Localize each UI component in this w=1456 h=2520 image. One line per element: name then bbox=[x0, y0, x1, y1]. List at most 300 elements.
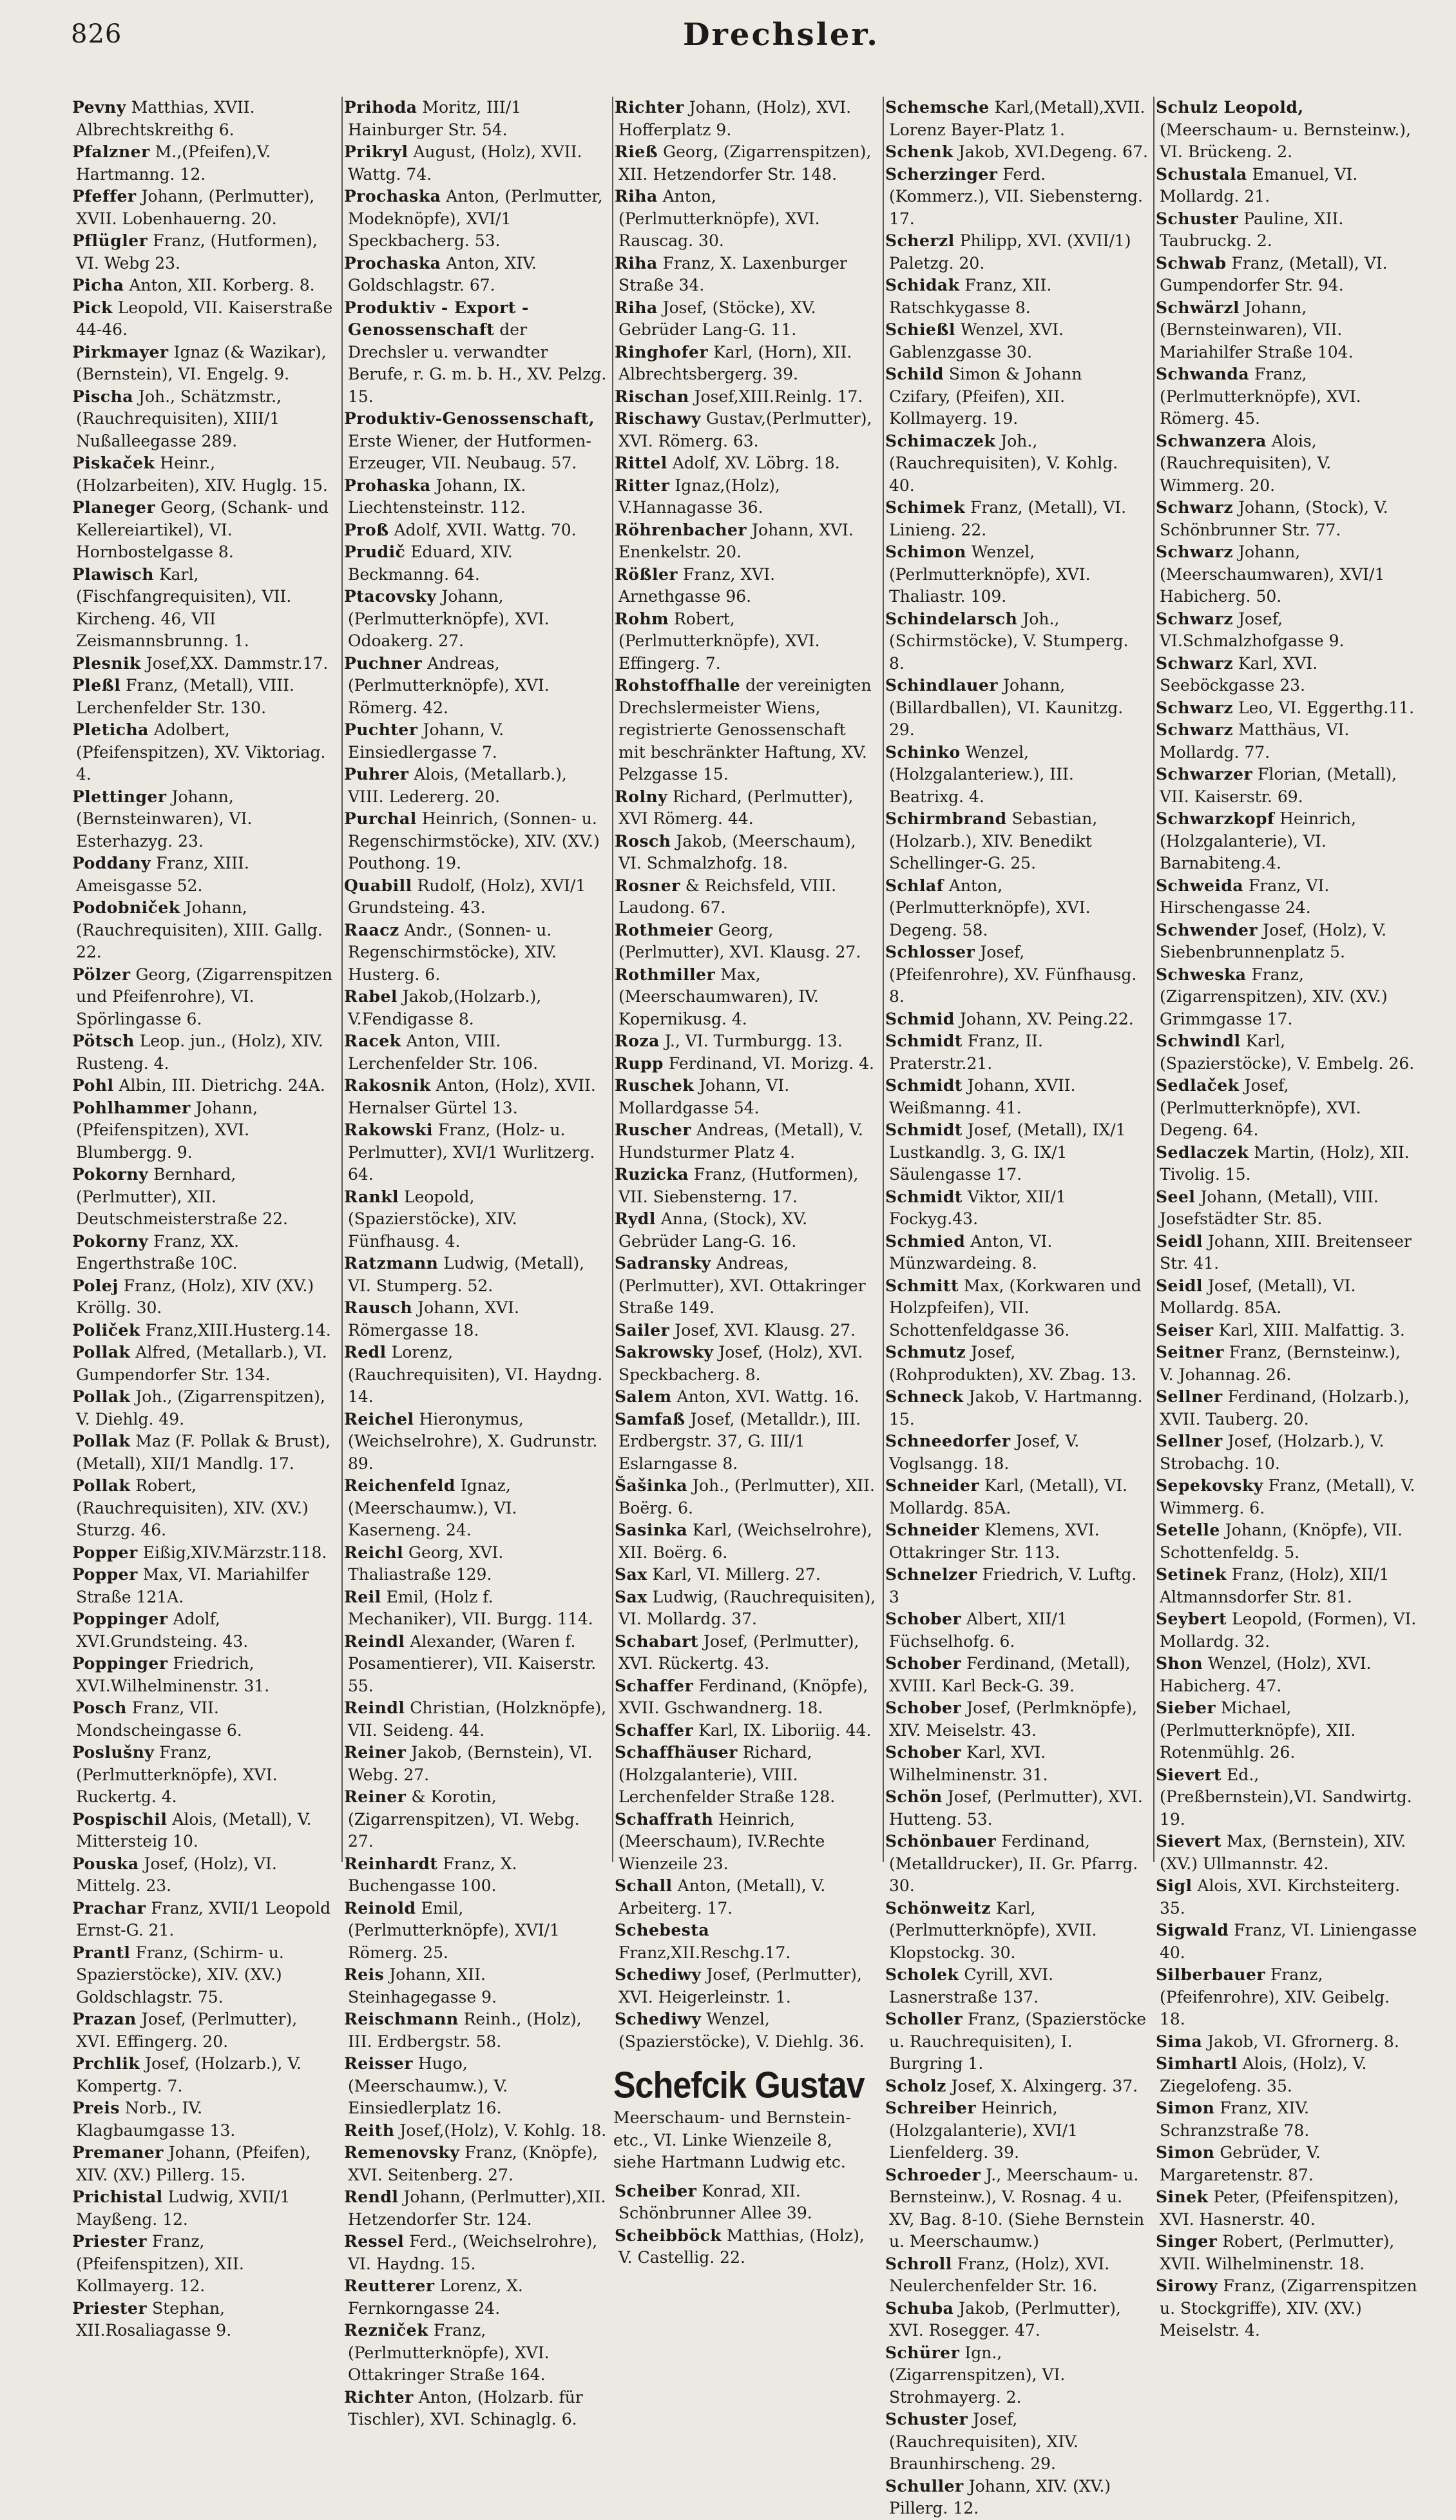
entry-details: Karl, XVI. Wilhelminenstr. 31. bbox=[889, 1743, 1048, 1784]
entry-details: Hieronymus, (Weichselrohre), X. Gudrunstr. 89. bbox=[348, 1409, 598, 1473]
directory-entry bbox=[343, 1342, 607, 1409]
entry-name: Poslušny bbox=[72, 1743, 155, 1762]
directory-entry bbox=[343, 2008, 607, 2053]
directory-entry bbox=[613, 1386, 877, 1409]
entry-name: Rakowski bbox=[344, 1121, 433, 1139]
entry-name: Prazan bbox=[72, 2010, 137, 2028]
entry-name: Schwarzkopf bbox=[1156, 809, 1275, 828]
directory-entry bbox=[71, 1097, 335, 1164]
entry-name: Schimek bbox=[885, 498, 966, 517]
entry-details: Franz, (Knöpfe), XVI. Seitenberg. 27. bbox=[348, 2143, 598, 2184]
directory-entry bbox=[71, 341, 335, 386]
directory-entry bbox=[613, 519, 877, 564]
directory-entry bbox=[613, 1631, 877, 1675]
entry-name: Schmitt bbox=[885, 1276, 959, 1295]
entry-details: Johann, IX. Liechtensteinstr. 112. bbox=[348, 476, 526, 517]
entry-details: Franz,(Perlmutterknöpfe), XVI. Römerg. 45. bbox=[1160, 365, 1361, 428]
directory-entry bbox=[71, 2298, 335, 2342]
directory-entry bbox=[1154, 764, 1419, 808]
entry-details: Josef, (Holz), VI. Mittelg. 23. bbox=[76, 1854, 277, 1895]
entry-details: Franz, X. Buchengasse 100. bbox=[348, 1854, 517, 1895]
entry-details: Heinrich, (Holzgalanterie), VI. Barnabiteng.4. bbox=[1160, 809, 1356, 872]
entry-details: Max, (Korkwaren und Holzpfeifen), VII. Schottenfeldgasse 36. bbox=[889, 1276, 1142, 1340]
directory-entry bbox=[1154, 2097, 1419, 2142]
directory-entry bbox=[1154, 1697, 1419, 1764]
entry-details: Sebastian, (Holzarb.), XIV. Benedikt Schellinger-G. 25. bbox=[889, 809, 1098, 872]
directory-entry bbox=[1154, 1875, 1419, 1919]
entry-details: Eduard, XIV. Beckmanng. 64. bbox=[348, 543, 513, 584]
entry-name: Schober bbox=[885, 1654, 962, 1673]
entry-details: & Reichsfeld, VIII. Laudong. 67. bbox=[618, 876, 837, 917]
entry-name: Schwärzl bbox=[1156, 298, 1240, 317]
entry-details: Jakob, (Perlmutter), XVI. Rosegger. 47. bbox=[889, 2298, 1121, 2340]
directory-entry bbox=[71, 1608, 335, 1653]
directory-entry bbox=[1154, 2142, 1419, 2186]
directory-entry bbox=[884, 2476, 1148, 2520]
directory-entry bbox=[343, 1586, 607, 1631]
directory-entry bbox=[343, 1786, 607, 1853]
entry-name: Schmutz bbox=[885, 1343, 966, 1361]
entry-name: Setelle bbox=[1156, 1521, 1220, 1539]
entry-details: Josef, (Metall), VI. Mollardg. 85A. bbox=[1160, 1276, 1356, 1317]
entry-name: Schaffhäuser bbox=[615, 1743, 738, 1762]
directory-entry bbox=[71, 1697, 335, 1742]
entry-name: Schmidt bbox=[885, 1187, 963, 1206]
entry-name: Rausch bbox=[344, 1298, 413, 1317]
entry-details: Maz (F. Pollak & Brust), (Metall), XII/1 Mandlg. 17. bbox=[76, 1432, 331, 1473]
entry-details: Ignaz (& Wazikar), (Bernstein), VI. Engelg. 9. bbox=[76, 342, 327, 383]
entry-name: Pokorny bbox=[72, 1231, 149, 1251]
entry-name: Quabill bbox=[344, 876, 412, 895]
entry-name: Schwab bbox=[1156, 253, 1227, 273]
directory-entry bbox=[884, 1697, 1148, 1742]
entry-name: Schweida bbox=[1156, 876, 1244, 895]
entry-name: Prihoda bbox=[344, 98, 417, 117]
directory-entry bbox=[613, 2225, 877, 2269]
entry-name: Reiner bbox=[344, 1743, 407, 1762]
entry-name: Pollak bbox=[72, 1432, 131, 1450]
advertisement bbox=[613, 2064, 877, 2174]
entry-name: Simhartl bbox=[1156, 2054, 1238, 2073]
entry-details: Franz, VI. Hirschengasse 24. bbox=[1160, 876, 1330, 917]
directory-entry bbox=[1154, 2186, 1419, 2231]
directory-entry bbox=[613, 564, 877, 608]
entry-name: Rosner bbox=[615, 876, 680, 895]
directory-entry bbox=[884, 2097, 1148, 2164]
entry-details: Ignaz,(Holz), V.Hannagasse 36. bbox=[618, 476, 780, 517]
entry-name: Schwarzer bbox=[1156, 765, 1253, 784]
entry-name: Schindlauer bbox=[885, 676, 999, 695]
entry-name: Ratzmann bbox=[344, 1254, 439, 1273]
entry-name: Schuba bbox=[885, 2298, 954, 2318]
entry-name: Silberbauer bbox=[1156, 1965, 1266, 1984]
directory-entry bbox=[613, 786, 877, 831]
entry-name: Schuster bbox=[885, 2410, 968, 2429]
directory-entry bbox=[613, 1342, 877, 1386]
entry-details: Albert, XII/1 Füchselhofg. 6. bbox=[889, 1610, 1068, 1651]
entry-details: Josef, XVI. Klausg. 27. bbox=[675, 1320, 856, 1340]
entry-details: Josef, (Metalldr.), III. Erdbergstr. 37, G. III/1 Eslarngasse 8. bbox=[618, 1409, 861, 1473]
entry-name: Popper bbox=[72, 1543, 138, 1562]
directory-entry bbox=[71, 653, 335, 675]
entry-details: Alexander, (Waren f. Posamentierer), VII. Kaiserstr. 55. bbox=[348, 1631, 597, 1695]
directory-entry bbox=[884, 1008, 1148, 1031]
directory-entry bbox=[884, 1231, 1148, 1275]
entry-name: Sigwald bbox=[1156, 1921, 1229, 1939]
entry-details: Andreas, (Metall), V. Hundsturmer Platz 4. bbox=[618, 1121, 863, 1162]
entry-name: Raacz bbox=[344, 920, 399, 939]
entry-name: Schediwy bbox=[615, 1965, 702, 1984]
entry-details: Heinrich, (Holzgalanterie), XVI/1 Lienfelderg. 39. bbox=[889, 2099, 1078, 2162]
entry-details: Franz, (Spazierstöcke u. Rauchrequisiten), I. Burgring 1. bbox=[889, 2010, 1147, 2073]
entry-name: Schnelzer bbox=[885, 1565, 977, 1584]
entry-name: Sax bbox=[615, 1565, 647, 1584]
directory-entry bbox=[884, 1342, 1148, 1386]
entry-details: Ignaz, (Meerschaumw.), VI. Kaserneng. 24. bbox=[348, 1476, 517, 1539]
directory-entry bbox=[71, 1320, 335, 1342]
directory-entry bbox=[613, 253, 877, 297]
directory-entry bbox=[343, 2120, 607, 2142]
entry-details: Eißig,XIV.Märzstr.118. bbox=[142, 1543, 327, 1562]
entry-details: Anna, (Stock), XV. Gebrüder Lang-G. 16. bbox=[618, 1209, 808, 1251]
entry-name: Picha bbox=[72, 276, 124, 294]
entry-details: Johann, VI. Mollardgasse 54. bbox=[618, 1076, 790, 1117]
entry-details: Johann, (Perlmutter), XVII. Lobenhauerng. 20. bbox=[76, 187, 315, 228]
entry-name: Reinold bbox=[344, 1898, 416, 1918]
entry-details: Johann, XII. Steinhagegasse 9. bbox=[348, 1965, 497, 2006]
entry-name: Scholler bbox=[885, 2010, 963, 2028]
entry-details: Johann, XVI. Römergasse 18. bbox=[348, 1298, 520, 1340]
entry-name: Rößler bbox=[615, 564, 678, 584]
directory-entry bbox=[343, 2320, 607, 2387]
directory-column-2 bbox=[341, 97, 607, 2429]
entry-details: Johann, (Knöpfe), VII. Schottenfeldg. 5. bbox=[1160, 1521, 1403, 1562]
entry-name: Scholz bbox=[885, 2076, 946, 2095]
entry-name: Sellner bbox=[1156, 1387, 1223, 1406]
entry-details: Franz, (Pfeifenrohre), XIV. Geibelg. 18. bbox=[1160, 1965, 1390, 2028]
directory-entry bbox=[884, 808, 1148, 875]
directory-entry bbox=[613, 452, 877, 475]
entry-details: Friedrich, V. Luftg. 3 bbox=[889, 1565, 1137, 1606]
directory-entry bbox=[884, 141, 1148, 164]
directory-entry bbox=[613, 1809, 877, 1876]
directory-entry bbox=[884, 319, 1148, 363]
entry-name: Sieber bbox=[1156, 1698, 1216, 1717]
entry-name: Schustala bbox=[1156, 164, 1247, 184]
directory-entry bbox=[71, 1386, 335, 1430]
entry-name: Schwarz bbox=[1156, 498, 1234, 517]
advertisement-name: Schefcik Gustav bbox=[613, 2065, 865, 2106]
directory-entry bbox=[71, 1030, 335, 1075]
directory-entry bbox=[884, 1275, 1148, 1342]
entry-details: Andreas, (Perlmutter), XVI. Ottakringer Straße 149. bbox=[618, 1254, 866, 1317]
directory-entry bbox=[1154, 1030, 1419, 1075]
entry-details: Franz, (Schirm- u. Spazierstöcke), XIV. (XV.) Goldschlagstr. 75. bbox=[76, 1943, 284, 2006]
entry-details: Anton, XVI. Wattg. 16. bbox=[676, 1387, 859, 1406]
entry-details: Franz, II. Praterstr.21. bbox=[889, 1032, 1043, 1073]
entry-details: Josef, VI.Schmalzhofgasse 9. bbox=[1160, 609, 1345, 650]
entry-details: Joh., (Perlmutter), XII. Boërg. 6. bbox=[618, 1476, 875, 1517]
entry-name: Schindelarsch bbox=[885, 609, 1018, 628]
entry-details: Karl, (Perlmutterknöpfe), XVII. Klopstockg. 30. bbox=[889, 1898, 1097, 1962]
entry-name: Schmidt bbox=[885, 1032, 963, 1050]
directory-entry bbox=[613, 1742, 877, 1809]
directory-entry bbox=[613, 1320, 877, 1342]
entry-name: Šašinka bbox=[615, 1476, 688, 1495]
directory-entry bbox=[343, 1253, 607, 1297]
entry-name: Singer bbox=[1156, 2232, 1218, 2251]
entry-name: Schroll bbox=[885, 2254, 952, 2273]
entry-name: Puhrer bbox=[344, 765, 409, 784]
entry-name: Schidak bbox=[885, 276, 960, 294]
entry-name: Reindl bbox=[344, 1631, 405, 1651]
directory-entry bbox=[884, 608, 1148, 675]
entry-name: Seiser bbox=[1156, 1320, 1214, 1340]
entry-name: Priester bbox=[72, 2298, 148, 2318]
entry-details: Josef, (Holzarb.), V. Strobachg. 10. bbox=[1160, 1432, 1384, 1473]
entry-details: Johann, (Meerschaumwaren), XVI/1 Habicherg. 50. bbox=[1160, 543, 1385, 606]
entry-details: Franz, (Metall), VIII. Lerchenfelder Str. 130. bbox=[76, 676, 294, 717]
entry-name: Seidl bbox=[1156, 1276, 1203, 1295]
directory-entry bbox=[1154, 2031, 1419, 2054]
directory-entry bbox=[613, 1119, 877, 1164]
directory-entry bbox=[884, 541, 1148, 608]
entry-details: Johann, (Holz), XVI. Hofferplatz 9. bbox=[618, 98, 852, 139]
directory-entry bbox=[343, 919, 607, 986]
entry-name: Schönweitz bbox=[885, 1898, 991, 1918]
entry-details: Karl, (Metall), VI. Mollardg. 85A. bbox=[889, 1476, 1128, 1517]
directory-entry bbox=[1154, 363, 1419, 430]
directory-entry bbox=[71, 186, 335, 230]
entry-name: Schebesta bbox=[615, 1921, 710, 1939]
entry-name: Rischan bbox=[615, 387, 689, 406]
directory-entry bbox=[884, 164, 1148, 231]
entry-name: Schneedorfer bbox=[885, 1432, 1011, 1450]
entry-name: Sinek bbox=[1156, 2188, 1209, 2206]
entry-details: Georg, (Schank- und Kellereiartikel), VI. Hornbostelgasse 8. bbox=[76, 498, 329, 561]
entry-details: Franz,XII.Reschg.17. bbox=[618, 1943, 791, 1962]
directory-entry bbox=[884, 875, 1148, 942]
entry-details: Hugo, (Meerschaumw.), V. Einsiedlerplatz 16. bbox=[348, 2054, 508, 2117]
entry-name: Schwarz bbox=[1156, 698, 1234, 717]
directory-entry bbox=[613, 408, 877, 452]
entry-details: Josef, (Rauchrequisiten), XIV. Braunhirscheng. 29. bbox=[889, 2410, 1078, 2473]
entry-details: Max, (Bernstein), XIV. (XV.) Ullmannstr. 42. bbox=[1160, 1832, 1406, 1873]
directory-entry bbox=[613, 608, 877, 675]
entry-details: Matthias, (Holz), V. Castellig. 22. bbox=[618, 2226, 865, 2267]
entry-details: Josef, (Metall), IX/1 Lustkandlg. 3, G. IX/1 Säulengasse 17. bbox=[889, 1121, 1126, 1184]
directory-entry bbox=[613, 1075, 877, 1119]
entry-name: Reil bbox=[344, 1587, 381, 1606]
entry-name: Sailer bbox=[615, 1320, 670, 1340]
entry-name: Prochaska bbox=[344, 253, 441, 273]
entry-name: Sasinka bbox=[615, 1521, 688, 1539]
directory-entry bbox=[343, 764, 607, 808]
directory-entry bbox=[884, 1964, 1148, 2008]
directory-entry bbox=[884, 1119, 1148, 1186]
entry-name: Rolny bbox=[615, 787, 668, 806]
entry-details: Josef, (Pfeifenrohre), XV. Fünfhausg. 8. bbox=[889, 943, 1137, 1006]
directory-entry bbox=[343, 586, 607, 653]
directory-entry bbox=[1154, 1275, 1419, 1320]
entry-details: Richard, (Perlmutter), XVI Römerg. 44. bbox=[618, 787, 854, 828]
directory-entry bbox=[343, 808, 607, 875]
entry-details: Ludwig, (Metall), VI. Stumperg. 52. bbox=[348, 1254, 585, 1295]
entry-name: Shon bbox=[1156, 1654, 1203, 1673]
entry-name: Plesnik bbox=[72, 653, 141, 673]
directory-entry bbox=[884, 497, 1148, 541]
entry-name: Reinhardt bbox=[344, 1854, 438, 1873]
entry-name: Schmied bbox=[885, 1231, 966, 1251]
directory-entry bbox=[613, 1564, 877, 1586]
entry-details: Karl, XVI. Seeböckgasse 23. bbox=[1160, 653, 1318, 695]
directory-entry bbox=[613, 97, 877, 141]
directory-entry bbox=[1154, 497, 1419, 541]
directory-entry bbox=[884, 97, 1148, 141]
entry-name: Poddany bbox=[72, 854, 151, 872]
entry-details: Leopold, (Spazierstöcke), XIV. Fünfhausg. 4. bbox=[348, 1187, 517, 1251]
entry-name: Schimaczek bbox=[885, 431, 996, 450]
directory-entry bbox=[884, 363, 1148, 430]
entry-name: Sedlaczek bbox=[1156, 1142, 1249, 1162]
directory-entry bbox=[1154, 1342, 1419, 1386]
entry-details: Johann, (Bernsteinwaren), VII. Mariahilfer Straße 104. bbox=[1160, 298, 1354, 361]
entry-details: Reinh., (Holz), III. Erdbergstr. 58. bbox=[348, 2010, 582, 2051]
entry-name: Sadransky bbox=[615, 1254, 711, 1273]
entry-name: Rakosnik bbox=[344, 1076, 431, 1095]
page-number: 826 bbox=[71, 19, 122, 49]
entry-details: Gebrüder, V. Margaretenstr. 87. bbox=[1160, 2143, 1321, 2184]
directory-entry bbox=[71, 852, 335, 897]
entry-name: Schießl bbox=[885, 320, 955, 339]
entry-details: Josef,XX. Dammstr.17. bbox=[146, 653, 329, 673]
entry-details: Johann, (Perlmutter),XII. Hetzendorfer Str. 124. bbox=[348, 2188, 606, 2229]
entry-details: Ed., (Preßbernstein),VI. Sandwirtg. 19. bbox=[1160, 1765, 1412, 1829]
directory-entry bbox=[884, 1786, 1148, 1831]
entry-details: Jakob,(Holzarb.), V.Fendigasse 8. bbox=[348, 987, 542, 1028]
directory-entry bbox=[613, 1030, 877, 1053]
directory-entry bbox=[71, 1564, 335, 1608]
entry-name: Preis bbox=[72, 2099, 120, 2117]
entry-name: Reischmann bbox=[344, 2010, 459, 2028]
directory-entry bbox=[71, 297, 335, 341]
entry-details: Heinrich, (Sonnen- u. Regenschirmstöcke), XIV. (XV.) Pouthong. 19. bbox=[348, 809, 600, 872]
directory-entry bbox=[1154, 164, 1419, 208]
directory-entry bbox=[71, 1742, 335, 1809]
entry-details: Josef, (Perlmknöpfe), XIV. Meiselstr. 43. bbox=[889, 1698, 1138, 1740]
directory-entry bbox=[343, 875, 607, 919]
entry-name: Sax bbox=[615, 1587, 647, 1606]
directory-entry bbox=[613, 297, 877, 341]
entry-details: Florian, (Metall), VII. Kaiserstr. 69. bbox=[1160, 765, 1397, 806]
entry-details: Martin, (Holz), XII. Tivolig. 15. bbox=[1160, 1142, 1410, 1184]
entry-name: Plawisch bbox=[72, 564, 154, 584]
entry-details: Joh., (Schirmstöcke), V. Stumperg. 8. bbox=[889, 609, 1129, 673]
entry-details: Karl, XIII. Malfattig. 3. bbox=[1218, 1320, 1405, 1340]
directory-entry bbox=[343, 141, 607, 186]
directory-entry bbox=[1154, 2053, 1419, 2097]
entry-details: Karl,(Metall),XVII. Lorenz Bayer-Platz 1. bbox=[889, 98, 1145, 139]
entry-name: Schroeder bbox=[885, 2165, 981, 2184]
directory-entry bbox=[884, 1564, 1148, 1608]
entry-details: Stephan, XII.Rosaliagasse 9. bbox=[76, 2298, 232, 2340]
directory-entry bbox=[884, 1653, 1148, 1697]
directory-entry bbox=[343, 2186, 607, 2231]
entry-details: Anton, VIII. Lerchenfelder Str. 106. bbox=[348, 1032, 539, 1073]
directory-entry bbox=[884, 1386, 1148, 1430]
entry-details: Josef, X. Alxingerg. 37. bbox=[951, 2076, 1138, 2095]
entry-name: Prantl bbox=[72, 1943, 131, 1962]
entry-details: Emanuel, VI. Mollardg. 21. bbox=[1160, 164, 1358, 206]
directory-entry bbox=[71, 2142, 335, 2186]
entry-details: Franz, (Pfeifenspitzen), XII. Kollmayerg. 12. bbox=[76, 2232, 244, 2295]
entry-details: Alois, (Metallarb.), VIII. Ledererg. 20. bbox=[348, 765, 567, 806]
directory-entry bbox=[1154, 541, 1419, 608]
entry-details: Adolf, XV. Löbrg. 18. bbox=[672, 454, 840, 472]
entry-details: Georg, (Zigarrenspitzen), XII. Hetzendorfer Str. 148. bbox=[618, 142, 872, 184]
directory-entry bbox=[1154, 208, 1419, 253]
entry-details: Joh., (Rauchrequisiten), V. Kohlg. 40. bbox=[889, 431, 1118, 495]
entry-name: Puchner bbox=[344, 653, 423, 673]
entry-name: Plettinger bbox=[72, 787, 167, 806]
entry-name: Schönbauer bbox=[885, 1832, 997, 1851]
directory-entry bbox=[71, 1653, 335, 1697]
entry-name: Schwanzera bbox=[1156, 431, 1267, 450]
entry-name: Scherzl bbox=[885, 231, 955, 250]
entry-details: Cyrill, XVI. Lasnerstraße 137. bbox=[889, 1965, 1054, 2006]
entry-details: Lorenz, (Rauchrequisiten), VI. Haydng. 14. bbox=[348, 1343, 603, 1406]
entry-details: Franz, (Perlmutterknöpfe), XVI. Ruckertg. 4. bbox=[76, 1743, 278, 1806]
entry-details: Johann, XVII. Weißmanng. 41. bbox=[889, 1076, 1076, 1117]
directory-entry bbox=[71, 1231, 335, 1275]
entry-details: Ludwig, XVII/1 Mayßeng. 12. bbox=[76, 2188, 291, 2229]
entry-name: Schaffer bbox=[615, 1720, 694, 1740]
directory-entry bbox=[1154, 1564, 1419, 1608]
entry-name: Pischa bbox=[72, 387, 133, 406]
entry-details: Wenzel, (Holz), XVI. Habicherg. 47. bbox=[1160, 1654, 1372, 1695]
directory-entry bbox=[71, 497, 335, 564]
entry-name: Prudič bbox=[344, 543, 406, 561]
directory-entry bbox=[613, 186, 877, 253]
directory-entry bbox=[343, 1542, 607, 1586]
directory-entry bbox=[1154, 1075, 1419, 1142]
directory-entry bbox=[613, 2180, 877, 2225]
directory-entry bbox=[343, 253, 607, 297]
entry-details: Johann, XVI. Enenkelstr. 20. bbox=[618, 520, 854, 561]
entry-name: Prohaska bbox=[344, 476, 431, 495]
directory-entry bbox=[1154, 1964, 1419, 2031]
entry-details: Josef, (Perlmutterknöpfe), XVI. Degeng. 64. bbox=[1160, 1076, 1361, 1139]
entry-name: Reindl bbox=[344, 1698, 405, 1717]
entry-name: Ruscher bbox=[615, 1121, 692, 1139]
entry-name: Schneider bbox=[885, 1476, 980, 1495]
entry-details: Andreas, (Perlmutterknöpfe), XVI. Römerg. 42. bbox=[348, 653, 550, 717]
directory-entry bbox=[1154, 1519, 1419, 1564]
entry-details: Michael, (Perlmutterknöpfe), XII. Rotenmühlg. 26. bbox=[1160, 1698, 1356, 1762]
entry-details: Heinrich, (Meerschaum), IV.Rechte Wienzeile 23. bbox=[618, 1809, 825, 1873]
entry-details: Adolf, XVI.Grundsteing. 43. bbox=[76, 1610, 249, 1651]
directory-entry bbox=[1154, 97, 1419, 164]
entry-name: Schober bbox=[885, 1698, 962, 1717]
entry-name: Simon bbox=[1156, 2099, 1215, 2117]
directory-entry bbox=[71, 1898, 335, 1942]
entry-details: J., VI. Turmburgg. 13. bbox=[664, 1032, 843, 1050]
entry-details: Peter, (Pfeifenspitzen), XVI. Hasnerstr. 40. bbox=[1160, 2188, 1399, 2229]
entry-name: Pohlhammer bbox=[72, 1098, 191, 1117]
entry-details: Josef, (Holz), XVI. Speckbacherg. 8. bbox=[618, 1343, 863, 1384]
directory-entry bbox=[71, 1164, 335, 1231]
entry-details: Anton, (Perlmutterknöpfe), XVI. Degeng. 58. bbox=[889, 876, 1091, 939]
